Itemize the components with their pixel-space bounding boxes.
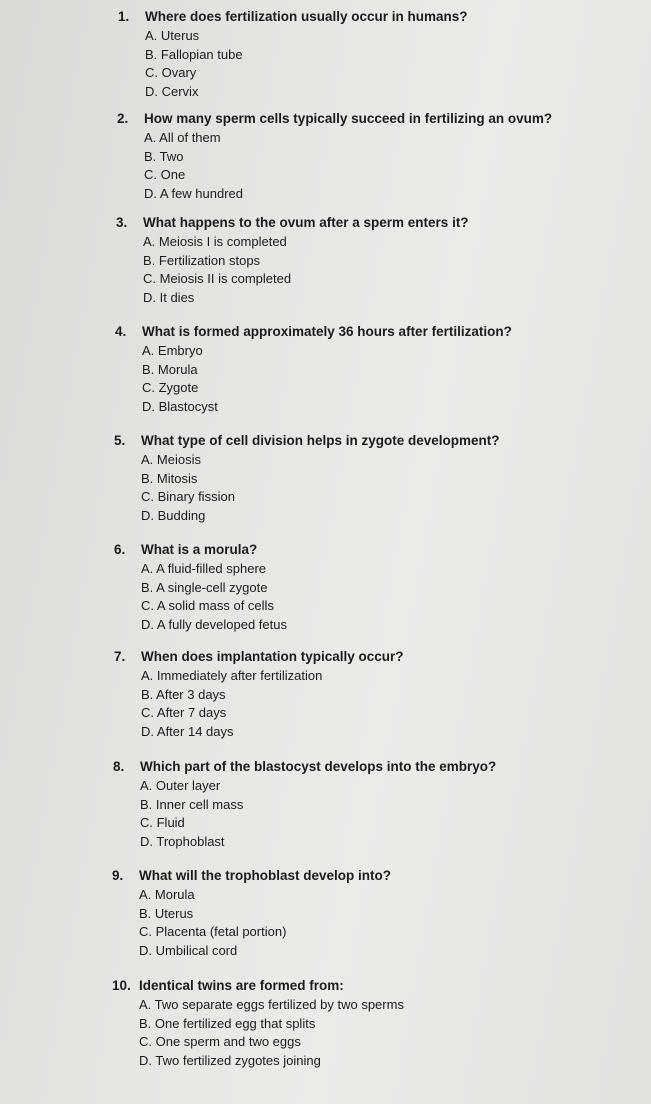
option-a: A. Outer layer [140, 778, 221, 793]
option-b: B. Inner cell mass [140, 796, 244, 812]
question-title [118, 8, 468, 26]
option-a: A. All of them [144, 130, 221, 145]
question-number: 8. [113, 759, 125, 774]
option-list [144, 129, 552, 203]
option-list [140, 777, 496, 851]
option-list [145, 27, 468, 101]
question-2 [117, 110, 552, 203]
option-d: D. A fully developed fetus [141, 616, 287, 632]
question-4 [115, 323, 512, 416]
option-list [139, 996, 404, 1070]
option-b: B. One fertilized egg that splits [139, 1015, 316, 1031]
option-list [141, 560, 287, 634]
option-list [139, 886, 391, 960]
option-a: A. Embryo [142, 343, 203, 358]
option-list [142, 342, 512, 416]
option-list [143, 233, 469, 307]
question-title [117, 110, 552, 128]
option-d: D. Trophoblast [140, 833, 225, 849]
question-3 [116, 214, 469, 307]
option-a: A. Immediately after fertilization [141, 668, 323, 683]
option-c: C. After 7 days [141, 705, 227, 721]
option-a: A. Meiosis I is completed [143, 234, 287, 249]
option-c: C. Meiosis II is completed [143, 271, 292, 287]
option-d: D. A few hundred [144, 185, 244, 201]
option-list [141, 451, 500, 525]
question-text: Identical twins are formed from: [139, 978, 344, 993]
option-a: A. Two separate eggs fertilized by two sperms [139, 997, 404, 1012]
question-text: When does implantation typically occur? [141, 649, 404, 664]
option-c: C. Binary fission [141, 489, 235, 505]
question-number: 4. [115, 324, 127, 339]
question-number: 7. [114, 649, 126, 664]
question-10 [112, 977, 404, 1070]
question-1 [118, 8, 468, 101]
option-d: D. Two fertilized zygotes joining [139, 1052, 321, 1068]
option-a: A. Uterus [145, 28, 200, 43]
option-b: B. Fallopian tube [145, 46, 243, 62]
option-d: D. Cervix [145, 83, 199, 99]
question-6 [114, 541, 287, 634]
question-title [114, 648, 404, 666]
question-title [114, 432, 500, 450]
option-b: B. Fertilization stops [143, 252, 261, 268]
option-a: A. A fluid-filled sphere [141, 561, 267, 576]
question-7 [114, 648, 404, 741]
question-title [115, 323, 512, 341]
question-number: 9. [112, 868, 124, 883]
option-b: B. Two [144, 148, 184, 164]
question-title [112, 977, 404, 995]
question-text: Where does fertilization usually occur in humans? [145, 9, 468, 24]
question-text: What will the trophoblast develop into? [139, 868, 391, 883]
option-b: B. Uterus [139, 905, 194, 921]
question-title [114, 541, 287, 559]
question-8 [113, 758, 496, 851]
question-text: What is a morula? [141, 542, 258, 557]
option-c: C. A solid mass of cells [141, 598, 274, 614]
option-d: D. Budding [141, 507, 206, 523]
option-d: D. After 14 days [141, 723, 234, 739]
question-text: What type of cell division helps in zygote development? [141, 433, 500, 448]
question-title [112, 867, 391, 885]
question-title [116, 214, 469, 232]
option-b: B. Morula [142, 361, 198, 377]
option-c: C. One [144, 167, 186, 183]
question-number: 1. [118, 9, 130, 24]
question-9 [112, 867, 391, 960]
question-number: 2. [117, 111, 129, 126]
option-b: B. A single-cell zygote [141, 579, 268, 595]
option-c: C. Ovary [145, 65, 197, 81]
option-c: C. Fluid [140, 815, 185, 831]
question-text: What is formed approximately 36 hours after fertilization? [142, 324, 512, 339]
option-c: C. One sperm and two eggs [139, 1034, 301, 1050]
option-a: A. Morula [139, 887, 195, 902]
option-b: B. After 3 days [141, 686, 226, 702]
question-number: 10. [112, 978, 131, 993]
question-text: How many sperm cells typically succeed in fertilizing an ovum? [144, 111, 553, 126]
option-d: D. It dies [143, 289, 195, 305]
question-number: 6. [114, 542, 126, 557]
question-number: 5. [114, 433, 126, 448]
option-d: D. Umbilical cord [139, 942, 238, 958]
option-a: A. Meiosis [141, 452, 201, 467]
question-number: 3. [116, 215, 128, 230]
option-list [141, 667, 404, 741]
option-c: C. Placenta (fetal portion) [139, 924, 287, 940]
question-5 [114, 432, 500, 525]
question-text: What happens to the ovum after a sperm enters it? [143, 215, 469, 230]
option-d: D. Blastocyst [142, 398, 218, 414]
question-text: Which part of the blastocyst develops into the embryo? [140, 759, 497, 774]
question-title [113, 758, 496, 776]
option-c: C. Zygote [142, 380, 199, 396]
option-b: B. Mitosis [141, 470, 198, 486]
